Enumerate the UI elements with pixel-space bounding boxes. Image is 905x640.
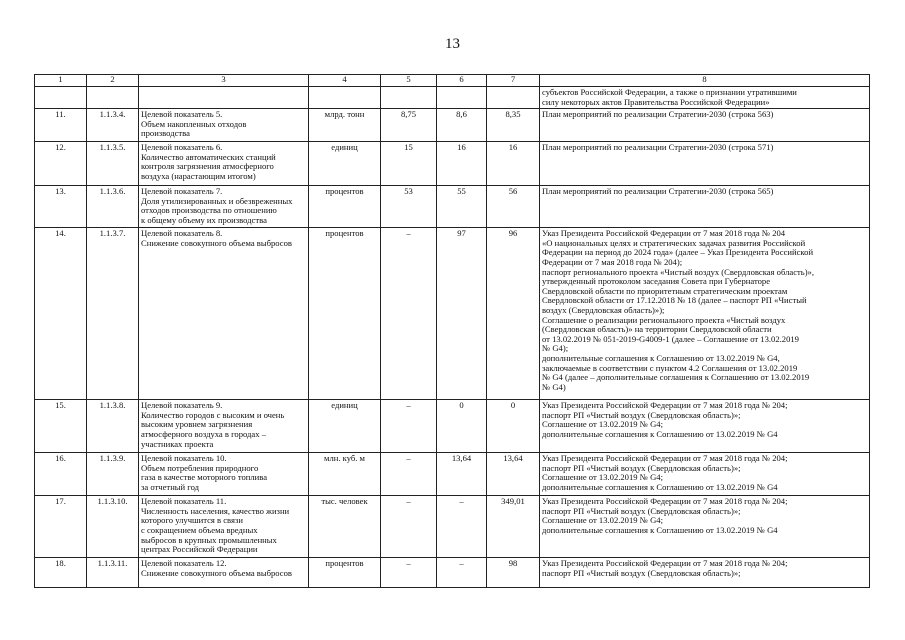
cell-code — [87, 186, 139, 228]
row-number: 17. — [55, 496, 66, 507]
indicator-name-line: Объем потребления природного — [141, 462, 259, 473]
cell-value-v5 — [381, 453, 437, 496]
indicator-value: – — [406, 558, 411, 569]
cell-value-v6 — [437, 496, 487, 558]
indicator-name-line: за отчетный год — [141, 481, 200, 492]
source-line: Соглашение от 13.02.2019 № G4; — [542, 419, 663, 430]
source-line: дополнительные соглашения к Соглашению от 13.02.2019 № G4, — [542, 352, 780, 363]
cell-value-v5 — [381, 186, 437, 228]
cell-unit — [309, 109, 381, 142]
unit-of-measure: процентов — [325, 228, 364, 239]
indicator-name-line: Целевой показатель 10. — [141, 453, 227, 464]
source-line: План мероприятий по реализации Стратегии-2030 (строка 571) — [542, 142, 774, 153]
cell-row-number — [35, 142, 87, 186]
source-line: дополнительные соглашения к Соглашению от 13.02.2019 № G4 — [542, 428, 778, 439]
table-body — [35, 87, 870, 588]
indicator-code: 1.1.3.10. — [97, 496, 128, 507]
indicator-name-line: отходов производства по отношению — [141, 205, 277, 216]
cell-row-number — [35, 186, 87, 228]
source-line: Указ Президента Российской Федерации от 7 мая 2018 года № 204; — [542, 400, 788, 411]
indicator-name-line: воздуха (нарастающим итогом) — [141, 170, 256, 181]
indicator-name-line: которого улучшится в связи — [141, 515, 243, 526]
table-row — [35, 400, 870, 453]
cell-value-v5 — [381, 558, 437, 588]
cell-source — [540, 142, 870, 186]
cell-indicator-name — [139, 453, 309, 496]
cell-code — [87, 228, 139, 400]
page-number: 13 — [445, 36, 460, 52]
cell-code — [87, 87, 139, 109]
cell-indicator-name — [139, 496, 309, 558]
table-row — [35, 496, 870, 558]
cell-value-v6 — [437, 87, 487, 109]
indicator-name-line: газа в качестве моторного топлива — [141, 472, 268, 483]
indicator-name-line: Целевой показатель 6. — [141, 142, 223, 153]
cell-value-v6 — [437, 400, 487, 453]
cell-source — [540, 558, 870, 588]
column-header: 5 — [381, 75, 437, 87]
source-line: воздух (Свердловская область)»); — [542, 304, 665, 315]
indicator-value: 8,35 — [505, 109, 521, 120]
cell-value-v5 — [381, 228, 437, 400]
cell-value-v7 — [487, 453, 540, 496]
source-line: дополнительные соглашения к Соглашению от 13.02.2019 № G4 — [542, 481, 778, 492]
cell-value-v6 — [437, 228, 487, 400]
table-row — [35, 109, 870, 142]
cell-unit — [309, 228, 381, 400]
indicator-code: 1.1.3.11. — [97, 558, 128, 569]
source-line: дополнительные соглашения к Соглашению от 13.02.2019 № G4 — [542, 524, 778, 535]
indicator-code: 1.1.3.6. — [99, 186, 126, 197]
source-line: паспорт регионального проекта «Чистый воздух (Свердловская область)», — [542, 266, 815, 277]
unit-of-measure: млрд. тонн — [324, 109, 365, 120]
cell-row-number — [35, 87, 87, 109]
source-line: Федерации от 7 мая 2018 года № 204); — [542, 256, 683, 267]
cell-value-v5 — [381, 400, 437, 453]
indicator-name-line: выбросов в крупных промышленных — [141, 534, 277, 545]
indicator-value: 53 — [404, 186, 413, 197]
column-header: 7 — [487, 75, 540, 87]
indicator-value: – — [406, 496, 411, 507]
cell-row-number — [35, 453, 87, 496]
cell-source — [540, 186, 870, 228]
indicator-name-line: Целевой показатель 5. — [141, 109, 223, 120]
indicator-value: 13,64 — [451, 453, 472, 464]
indicator-value: 8,75 — [400, 109, 417, 120]
row-number: 14. — [55, 228, 66, 239]
cell-value-v6 — [437, 558, 487, 588]
unit-of-measure: процентов — [325, 186, 364, 197]
source-line: паспорт РП «Чистый воздух (Свердловская область)»; — [542, 462, 741, 473]
cell-source — [540, 228, 870, 400]
cell-value-v5 — [381, 109, 437, 142]
source-line: паспорт РП «Чистый воздух (Свердловская область)»; — [542, 505, 741, 516]
source-line: Указ Президента Российской Федерации от 7 мая 2018 года № 204; — [542, 453, 788, 464]
cell-value-v5 — [381, 142, 437, 186]
table-row — [35, 558, 870, 588]
header-row — [35, 75, 870, 87]
indicator-name-line: Численность населения, качество жизни — [141, 505, 290, 516]
cell-value-v6 — [437, 186, 487, 228]
source-line: паспорт РП «Чистый воздух (Свердловская область)»; — [542, 409, 741, 420]
cell-value-v5 — [381, 496, 437, 558]
indicator-name-line: Количество городов с высоким и очень — [141, 409, 285, 420]
cell-unit — [309, 558, 381, 588]
cell-row-number — [35, 400, 87, 453]
indicator-value: – — [406, 453, 411, 464]
column-header: 2 — [87, 75, 139, 87]
source-line: от 13.02.2019 № 051-2019-G4009-1 (далее – Соглашение от 13.02.2019 — [542, 333, 799, 344]
source-line: Свердловской области от 17.12.2018 № 18 (далее – паспорт РП «Чистый — [542, 295, 807, 306]
indicator-value: 15 — [404, 142, 413, 153]
table-row — [35, 186, 870, 228]
source-line: Соглашение от 13.02.2019 № G4; — [542, 472, 663, 483]
indicator-code: 1.1.3.8. — [99, 400, 126, 411]
cell-value-v7 — [487, 558, 540, 588]
indicator-value: 98 — [508, 558, 518, 569]
indicator-name-line: контроля загрязнения атмосферного — [141, 161, 274, 172]
cell-value-v7 — [487, 496, 540, 558]
source-line: силу некоторых актов Правительства Российской Федерации» — [542, 96, 770, 107]
indicator-value: – — [459, 558, 464, 569]
cell-code — [87, 453, 139, 496]
source-line: Указ Президента Российской Федерации от 7 мая 2018 года № 204; — [542, 558, 788, 569]
cell-value-v7 — [487, 109, 540, 142]
cell-unit — [309, 186, 381, 228]
column-header: 3 — [139, 75, 309, 87]
cell-unit — [309, 453, 381, 496]
cell-code — [87, 558, 139, 588]
row-number: 16. — [55, 453, 66, 464]
cell-value-v6 — [437, 109, 487, 142]
unit-of-measure: млн. куб. м — [324, 453, 365, 464]
row-number: 15. — [55, 400, 66, 411]
cell-indicator-name — [139, 142, 309, 186]
source-line: Соглашение от 13.02.2019 № G4; — [542, 515, 663, 526]
table-row — [35, 87, 870, 109]
cell-source — [540, 109, 870, 142]
row-number: 13. — [55, 186, 66, 197]
indicator-name-line: высоким уровнем загрязнения — [141, 419, 253, 430]
indicator-name-line: Целевой показатель 11. — [141, 496, 227, 507]
cell-unit — [309, 496, 381, 558]
cell-value-v7 — [487, 400, 540, 453]
cell-source — [540, 400, 870, 453]
indicator-name-line: Доля утилизированных и обезвреженных — [141, 195, 293, 206]
table-row — [35, 228, 870, 400]
cell-value-v7 — [487, 142, 540, 186]
cell-unit — [309, 142, 381, 186]
unit-of-measure: тыс. человек — [321, 496, 368, 507]
cell-code — [87, 400, 139, 453]
cell-source — [540, 87, 870, 109]
cell-value-v7 — [487, 87, 540, 109]
source-line: утвержденный протоколом заседания Совета при Губернаторе — [542, 276, 771, 287]
indicator-value: 16 — [457, 142, 466, 153]
column-header: 6 — [437, 75, 487, 87]
source-line: заключаемые в соответствии с пунктом 4.2 Соглашения от 13.02.2019 — [542, 362, 798, 373]
source-line: Свердловской области по приоритетным стратегическим проектам — [542, 285, 788, 296]
column-header: 1 — [35, 75, 87, 87]
indicator-value: 56 — [508, 186, 518, 197]
indicator-value: 349,01 — [501, 496, 525, 507]
source-line: (Свердловская область)» на территории Свердловской области — [542, 324, 772, 335]
cell-row-number — [35, 496, 87, 558]
cell-value-v6 — [437, 142, 487, 186]
row-number: 12. — [55, 142, 66, 153]
indicator-name-line: к общему объему их производства — [141, 214, 267, 225]
indicator-name-line: Снижение совокупного объема выбросов — [141, 567, 292, 578]
indicator-value: 13,64 — [503, 453, 523, 464]
indicator-name-line: Объем накопленных отходов — [141, 118, 247, 129]
source-line: № G4) — [542, 381, 566, 392]
cell-value-v6 — [437, 453, 487, 496]
indicator-name-line: Целевой показатель 7. — [141, 186, 223, 197]
indicator-name-line: Снижение совокупного объема выбросов — [141, 237, 292, 248]
source-line: Соглашение о реализации регионального проекта «Чистый воздух — [542, 314, 786, 325]
cell-row-number — [35, 228, 87, 400]
cell-indicator-name — [139, 87, 309, 109]
source-line: субъектов Российской Федерации, а также о признании утратившими — [542, 87, 797, 97]
cell-unit — [309, 400, 381, 453]
indicator-name-line: производства — [141, 128, 190, 139]
source-line: Указ Президента Российской Федерации от 7 мая 2018 года № 204 — [542, 228, 786, 239]
column-header: 8 — [540, 75, 870, 87]
indicators-table — [34, 74, 870, 588]
row-number: 18. — [55, 558, 66, 569]
indicator-name-line: Количество автоматических станций — [141, 151, 276, 162]
indicator-value: 16 — [508, 142, 518, 153]
cell-indicator-name — [139, 558, 309, 588]
cell-value-v7 — [487, 186, 540, 228]
cell-row-number — [35, 558, 87, 588]
cell-value-v5 — [381, 87, 437, 109]
source-line: Федерации на период до 2024 года» (далее – Указ Президента Российской — [542, 247, 814, 258]
cell-value-v7 — [487, 228, 540, 400]
source-line: № G4 (далее – дополнительные соглашения к Соглашению от 13.02.2019 — [542, 372, 810, 383]
table-row — [35, 453, 870, 496]
indicator-code: 1.1.3.7. — [99, 228, 126, 239]
indicator-value: 0 — [510, 400, 516, 411]
indicator-value: – — [406, 400, 411, 411]
cell-indicator-name — [139, 186, 309, 228]
source-line: «О национальных целях и стратегических задачах развития Российской — [542, 237, 806, 248]
indicator-name-line: с сокращением объема вредных — [141, 524, 258, 535]
cell-indicator-name — [139, 228, 309, 400]
cell-unit — [309, 87, 381, 109]
source-line: План мероприятий по реализации Стратегии-2030 (строка 565) — [542, 186, 774, 197]
source-line: Указ Президента Российской Федерации от 7 мая 2018 года № 204; — [542, 496, 788, 507]
unit-of-measure: единиц — [331, 400, 358, 411]
indicator-name-line: участниках проекта — [141, 438, 214, 449]
indicator-name-line: Целевой показатель 12. — [141, 558, 227, 569]
source-line: паспорт РП «Чистый воздух (Свердловская область)»; — [542, 567, 741, 578]
cell-code — [87, 109, 139, 142]
indicator-code: 1.1.3.9. — [99, 453, 126, 464]
cell-code — [87, 142, 139, 186]
cell-source — [540, 496, 870, 558]
source-line: № G4); — [542, 343, 569, 354]
unit-of-measure: единиц — [331, 142, 358, 153]
indicator-name-line: центрах Российской Федерации — [141, 544, 258, 555]
cell-code — [87, 496, 139, 558]
indicator-code: 1.1.3.4. — [99, 109, 126, 120]
indicator-value: – — [406, 228, 411, 239]
indicator-value: 96 — [508, 228, 518, 239]
cell-row-number — [35, 109, 87, 142]
cell-indicator-name — [139, 400, 309, 453]
indicator-value: – — [459, 496, 464, 507]
unit-of-measure: процентов — [325, 558, 364, 569]
indicator-value: 97 — [457, 228, 466, 239]
cell-indicator-name — [139, 109, 309, 142]
column-header: 4 — [309, 75, 381, 87]
source-line: План мероприятий по реализации Стратегии-2030 (строка 563) — [542, 109, 774, 120]
indicator-name-line: Целевой показатель 9. — [141, 400, 223, 411]
indicator-value: 0 — [459, 400, 464, 411]
table-row — [35, 142, 870, 186]
cell-source — [540, 453, 870, 496]
row-number: 11. — [55, 109, 66, 120]
indicator-value: 8,6 — [456, 109, 467, 120]
indicator-name-line: атмосферного воздуха в городах – — [141, 428, 266, 439]
indicator-value: 55 — [457, 186, 466, 197]
indicator-name-line: Целевой показатель 8. — [141, 228, 223, 239]
indicator-code: 1.1.3.5. — [99, 142, 126, 153]
